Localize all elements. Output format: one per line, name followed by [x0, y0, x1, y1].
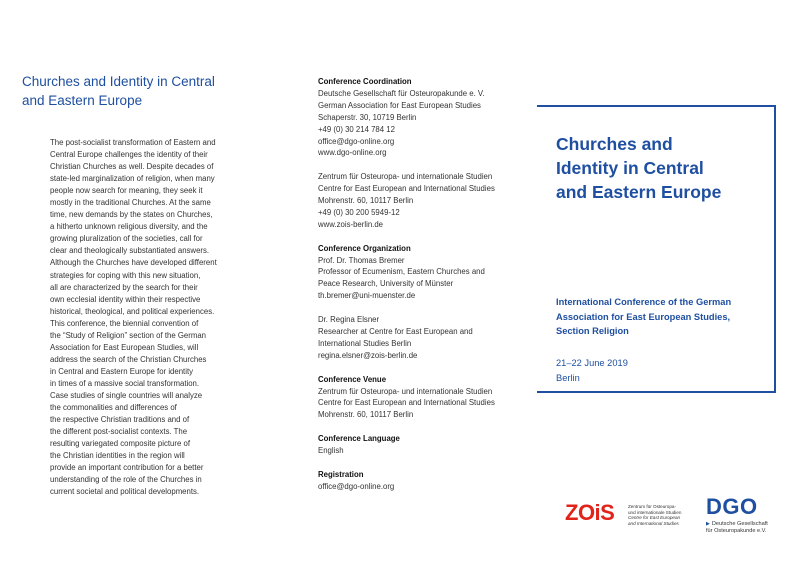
website-link[interactable]: www.zois-berlin.de — [318, 219, 383, 229]
abstract-line: mostly in the traditional Churches. At the same — [50, 198, 211, 208]
abstract-line: a hitherto unknown religious diversity, and the — [50, 222, 208, 232]
logo-text-line: Deutsche Gesellschaft — [711, 521, 768, 527]
zois-logo-word: ZOiS — [565, 500, 615, 525]
info-line: Dr. Regina Elsner — [318, 315, 380, 325]
arrow-right-icon: ▶ — [706, 521, 710, 527]
email-link[interactable]: th.bremer@uni-muenster.de — [318, 291, 416, 301]
registration-section — [318, 469, 548, 493]
cover-title-line: Identity in Central — [556, 158, 704, 178]
abstract-line: address the search of the Christian Churches — [50, 354, 207, 364]
title-line: Churches and Identity in Central — [22, 74, 215, 89]
dgo-logo-text — [706, 521, 796, 534]
abstract-line: understanding of the role of the Churches in — [50, 475, 202, 485]
info-line: Schaperstr. 30, 10719 Berlin — [318, 112, 417, 122]
conference-date: 21–22 June 2019 — [556, 358, 628, 368]
logo-text-line: und internationale Studien — [628, 509, 682, 515]
info-line: Researcher at Centre for East European and — [318, 326, 473, 336]
info-line: Professor of Ecumenism, Eastern Churches and — [318, 267, 485, 277]
cover-title-line: Churches and — [556, 134, 673, 154]
dgo-logo — [706, 494, 796, 539]
abstract-line: historical, theological, and political experiences. — [50, 306, 215, 316]
left-panel-title — [22, 72, 252, 110]
abstract-line: The post-socialist transformation of Eastern and — [50, 138, 216, 147]
abstract-line: in Central and Eastern Europe for identity — [50, 366, 194, 376]
abstract-line: the different post-socialist contexts. The — [50, 427, 188, 437]
info-line: Zentrum für Osteuropa- und internationale Studien — [318, 172, 493, 182]
contact-info-panel — [318, 76, 548, 505]
email-link[interactable]: office@dgo-online.org — [318, 481, 395, 491]
abstract-line: all are characterized by the search for their — [50, 282, 198, 292]
conference-subtitle — [556, 295, 776, 339]
section-heading: Conference Coordination — [318, 77, 412, 86]
phone-number: +49 (0) 30 214 784 12 — [318, 124, 395, 134]
info-line: German Association for East European Studies — [318, 100, 481, 110]
conference-date-block — [556, 356, 756, 385]
website-link[interactable]: www.dgo-online.org — [318, 148, 387, 158]
info-line: Deutsche Gesellschaft für Osteuropakunde e. V. — [318, 88, 485, 98]
abstract-line: state-led marginalization of religion, when many — [50, 174, 215, 184]
abstract-line: provide an important contribution for a better — [50, 463, 204, 473]
language-section — [318, 433, 548, 457]
info-line: Peace Research, University of Münster — [318, 279, 454, 289]
abstract-line: Christian Churches as well. Despite decades of — [50, 162, 214, 172]
info-line: Prof. Dr. Thomas Bremer — [318, 255, 405, 265]
abstract-line: Central Europe challenges the identity of their — [50, 150, 208, 160]
subtitle-line: Section Religion — [556, 326, 629, 337]
abstract-line: resulting variegated composite picture of — [50, 439, 190, 449]
logo-text-line: Centre for East European — [628, 515, 681, 521]
section-heading: Conference Language — [318, 434, 400, 444]
logo-text-line: Zentrum für Osteuropa- — [628, 504, 676, 509]
phone-number: +49 (0) 30 200 5949-12 — [318, 207, 400, 217]
cover-title-line: and Eastern Europe — [556, 182, 722, 202]
abstract-line: Association for East European Studies, will — [50, 342, 199, 352]
abstract-line: time, new demands by the states on Churches, — [50, 210, 213, 220]
section-heading: Registration — [318, 469, 364, 479]
subtitle-line: International Conference of the German — [556, 297, 732, 307]
abstract-line: the commonalities and differences of — [50, 403, 177, 413]
zois-logo — [565, 500, 685, 532]
dgo-logo-word: DGO — [706, 494, 758, 519]
cover-title — [556, 132, 776, 204]
section-heading: Conference Organization — [318, 243, 411, 253]
abstract-line: This conference, the biennial convention of — [50, 318, 199, 328]
abstract-line: Case studies of single countries will analyze — [50, 390, 203, 400]
info-line: International Studies Berlin — [318, 338, 412, 348]
info-line: Zentrum für Osteuropa- und internationale Studien — [318, 386, 493, 396]
info-line: Centre for East European and International Studies — [318, 398, 495, 408]
abstract-line: strategies for coping with this new situation, — [50, 270, 201, 280]
abstract-line: growing pluralization of the societies, call for — [50, 234, 203, 244]
venue-section — [318, 374, 548, 422]
coordination-section — [318, 76, 548, 231]
subtitle-line: Association for East European Studies, — [556, 311, 731, 322]
info-line: English — [318, 446, 344, 456]
info-line: Centre for East European and International Studies — [318, 184, 495, 194]
logo-text-line: für Osteuropakunde e.V. — [706, 527, 767, 534]
abstract-line: current societal and political developments. — [50, 487, 200, 497]
zois-logo-text — [628, 504, 690, 526]
abstract-text — [50, 137, 250, 498]
abstract-line: Although the Churches have developed different — [50, 258, 217, 268]
abstract-line: the Christian identities in the region will — [50, 451, 185, 461]
abstract-line: the “Study of Religion” section of the German — [50, 330, 207, 340]
email-link[interactable]: office@dgo-online.org — [318, 136, 395, 146]
organization-section — [318, 243, 548, 362]
title-line: and Eastern Europe — [22, 93, 143, 108]
info-line: Mohrenstr. 60, 10117 Berlin — [318, 196, 414, 206]
abstract-line: clear and theologically substantiated answers. — [50, 246, 210, 256]
info-line: Mohrenstr. 60, 10117 Berlin — [318, 410, 414, 420]
abstract-line: own ecclesial identity within their respective — [50, 294, 201, 304]
abstract-line: in times of a massive social transformation. — [50, 378, 200, 388]
abstract-line: people now search for meaning, they seek it — [50, 186, 203, 196]
email-link[interactable]: regina.elsner@zois-berlin.de — [318, 350, 418, 360]
conference-city: Berlin — [556, 372, 580, 383]
section-heading: Conference Venue — [318, 374, 387, 384]
logo-text-line: and International Studies — [628, 520, 679, 526]
abstract-line: the respective Christian traditions and of — [50, 415, 190, 425]
